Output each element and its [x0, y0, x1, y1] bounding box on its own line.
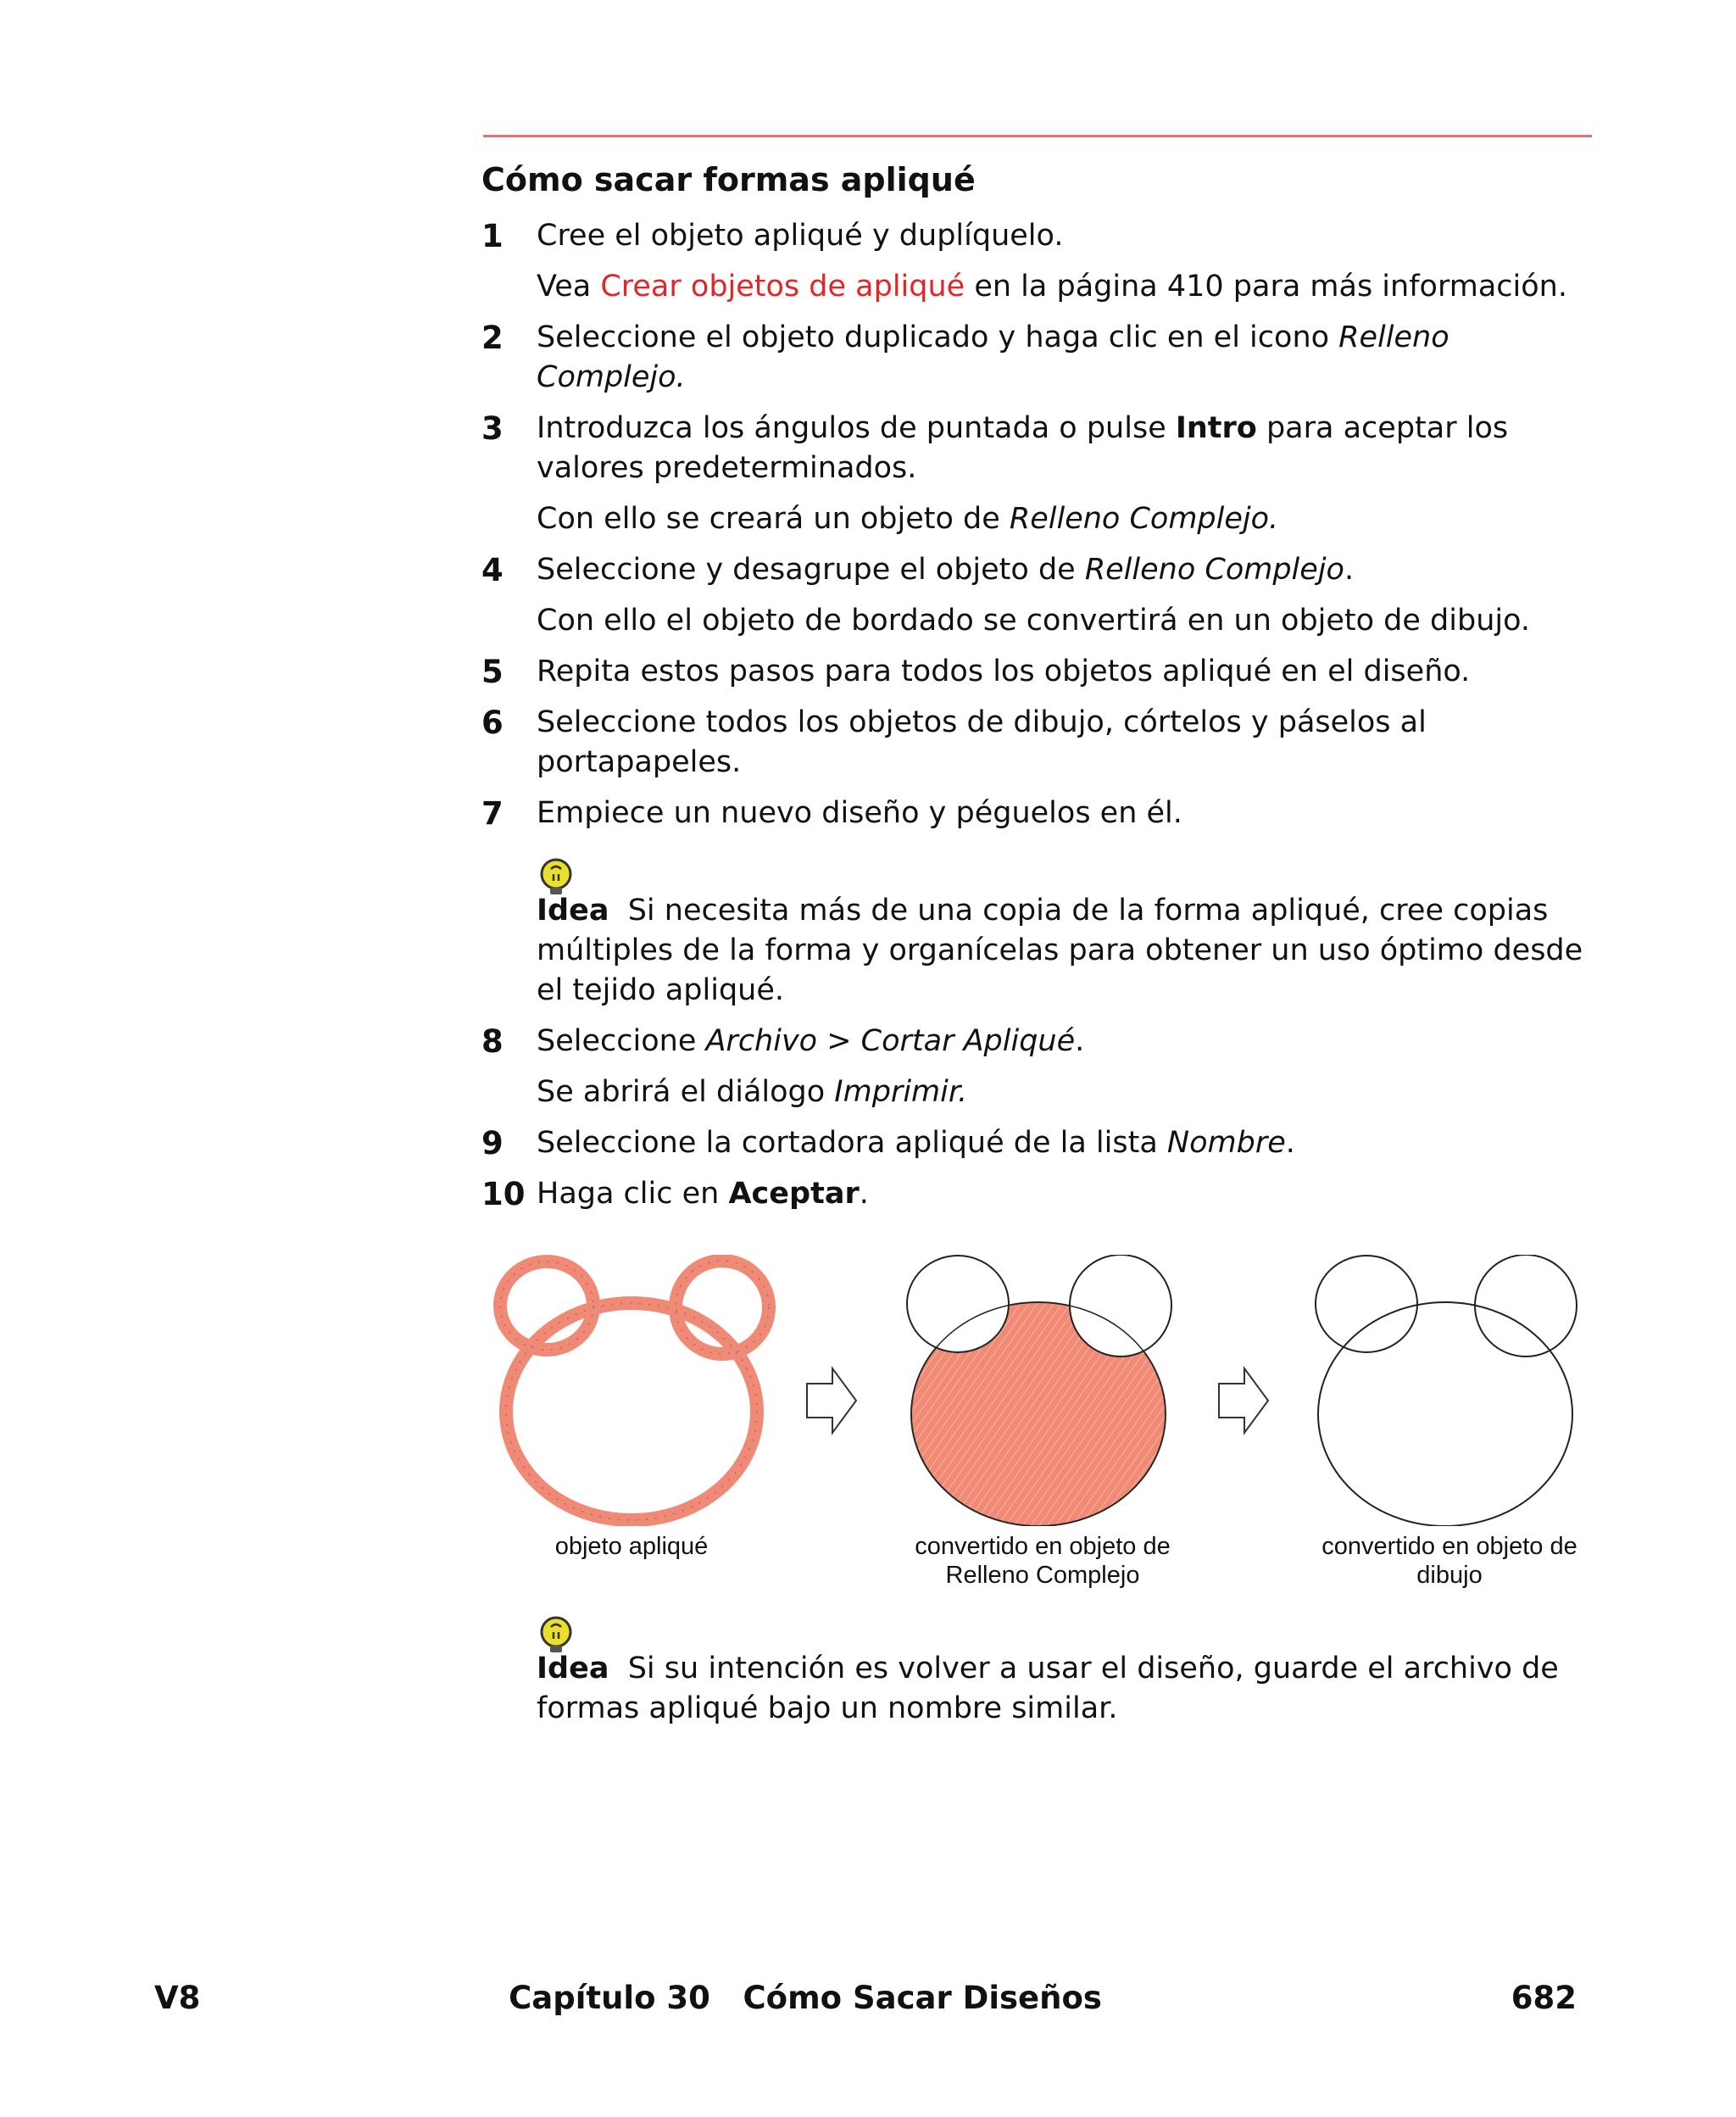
tip-label: Idea — [537, 894, 609, 928]
lightbulb-icon — [537, 857, 576, 896]
step-bold: Aceptar — [728, 1177, 860, 1211]
caption-text: dibujo — [1416, 1562, 1483, 1589]
caption-text: Relleno Complejo — [945, 1562, 1140, 1589]
applique-illustration — [483, 1255, 1602, 1526]
header-rule — [483, 135, 1592, 137]
link-crear-objetos-aplique[interactable]: Crear objetos de apliqué — [600, 270, 965, 304]
step-emphasis: Relleno Complejo. — [537, 320, 1449, 394]
step-number: 9 — [481, 1125, 504, 1162]
step-8-note — [481, 1072, 1600, 1112]
step-emphasis: Archivo > Cortar Apliqué — [705, 1024, 1076, 1058]
step-text: Seleccione la cortadora apliqué de la lista — [537, 1126, 1167, 1160]
step-4 — [481, 550, 1600, 590]
step-number: 5 — [481, 654, 504, 690]
footer-version: V8 — [154, 1980, 201, 2016]
footer-page-number: 682 — [1511, 1980, 1577, 2016]
main-content — [481, 216, 1600, 1225]
step-6 — [481, 703, 1600, 783]
step-text: . — [859, 1177, 869, 1211]
step-text: Seleccione todos los objetos de dibujo, córtelos y páselos al portapapeles. — [537, 705, 1427, 779]
step-text: . — [1075, 1024, 1085, 1058]
applique-object-shape — [500, 1261, 769, 1520]
step-3-note — [481, 499, 1600, 539]
note-text: en la página 410 para más información. — [965, 270, 1567, 304]
step-10 — [481, 1174, 1600, 1214]
step-9 — [481, 1123, 1600, 1163]
caption-applique-object — [521, 1532, 742, 1561]
step-text: para aceptar los valores predeterminados. — [537, 411, 1509, 485]
caption-text: convertido en objeto de — [915, 1533, 1171, 1560]
step-bold: Intro — [1175, 411, 1257, 445]
arrow-right-icon — [1219, 1368, 1268, 1433]
tip-text: Si necesita más de una copia de la forma apliqué, cree copias múltiples de la forma y organícelas para obtener un uso óptimo desde el tejido apliqué. — [537, 894, 1583, 1007]
drawing-object-shape — [1316, 1255, 1577, 1526]
footer-chapter: Capítulo 30 Cómo Sacar Diseños — [509, 1980, 1102, 2016]
step-7 — [481, 794, 1600, 833]
step-5 — [481, 652, 1600, 692]
note-text: Se abrirá el diálogo — [537, 1075, 835, 1109]
note-text: Con ello el objeto de bordado se convertirá en un objeto de dibujo. — [537, 604, 1531, 638]
caption-drawing-object — [1305, 1532, 1594, 1590]
step-number: 8 — [481, 1023, 504, 1060]
step-text: . — [1344, 553, 1355, 587]
step-text: . — [1285, 1126, 1295, 1160]
step-emphasis: Nombre — [1166, 1126, 1286, 1160]
caption-text: objeto apliqué — [554, 1533, 709, 1560]
tip-label: Idea — [537, 1652, 609, 1685]
step-text: Haga clic en — [537, 1177, 729, 1211]
step-text: Introduzca los ángulos de puntada o pulse — [537, 411, 1176, 445]
step-text: Repita estos pasos para todos los objetos apliqué en el diseño. — [537, 655, 1471, 688]
step-number: 1 — [481, 218, 504, 254]
page-heading: Cómo sacar formas apliqué — [481, 161, 976, 198]
caption-complex-fill — [899, 1532, 1187, 1590]
step-text: Seleccione y desagrupe el objeto de — [537, 553, 1085, 587]
step-emphasis: Relleno Complejo — [1084, 553, 1344, 587]
step-number: 6 — [481, 705, 504, 741]
note-text: Vea — [537, 270, 601, 304]
step-2 — [481, 318, 1600, 398]
step-8 — [481, 1022, 1600, 1061]
applique-figure — [483, 1255, 1602, 1611]
note-emphasis: Relleno Complejo. — [1009, 502, 1279, 536]
step-number: 10 — [481, 1176, 526, 1212]
lightbulb-icon — [537, 1615, 576, 1654]
tip-text: Si su intención es volver a usar el diseño, guarde el archivo de formas apliqué bajo un nombre similar. — [537, 1652, 1559, 1725]
arrow-right-icon — [807, 1368, 856, 1433]
step-1 — [481, 216, 1600, 256]
step-text: Seleccione — [537, 1024, 706, 1058]
step-1-note — [481, 267, 1600, 307]
caption-text: convertido en objeto de — [1321, 1533, 1577, 1560]
step-number: 7 — [481, 795, 504, 832]
step-number: 3 — [481, 410, 504, 447]
step-3 — [481, 409, 1600, 488]
note-text: Con ello se creará un objeto de — [537, 502, 1010, 536]
note-emphasis: Imprimir. — [834, 1075, 968, 1109]
step-text: Seleccione el objeto duplicado y haga clic en el icono — [537, 320, 1339, 354]
step-4-note — [481, 601, 1600, 641]
complex-fill-object-shape — [907, 1255, 1171, 1526]
step-number: 4 — [481, 552, 504, 588]
step-text: Cree el objeto apliqué y duplíquelo. — [537, 219, 1064, 253]
step-text: Empiece un nuevo diseño y péguelos en él. — [537, 796, 1182, 830]
tip-box-2 — [537, 1615, 1605, 1729]
step-number: 2 — [481, 320, 504, 356]
tip-box — [481, 857, 1600, 1011]
